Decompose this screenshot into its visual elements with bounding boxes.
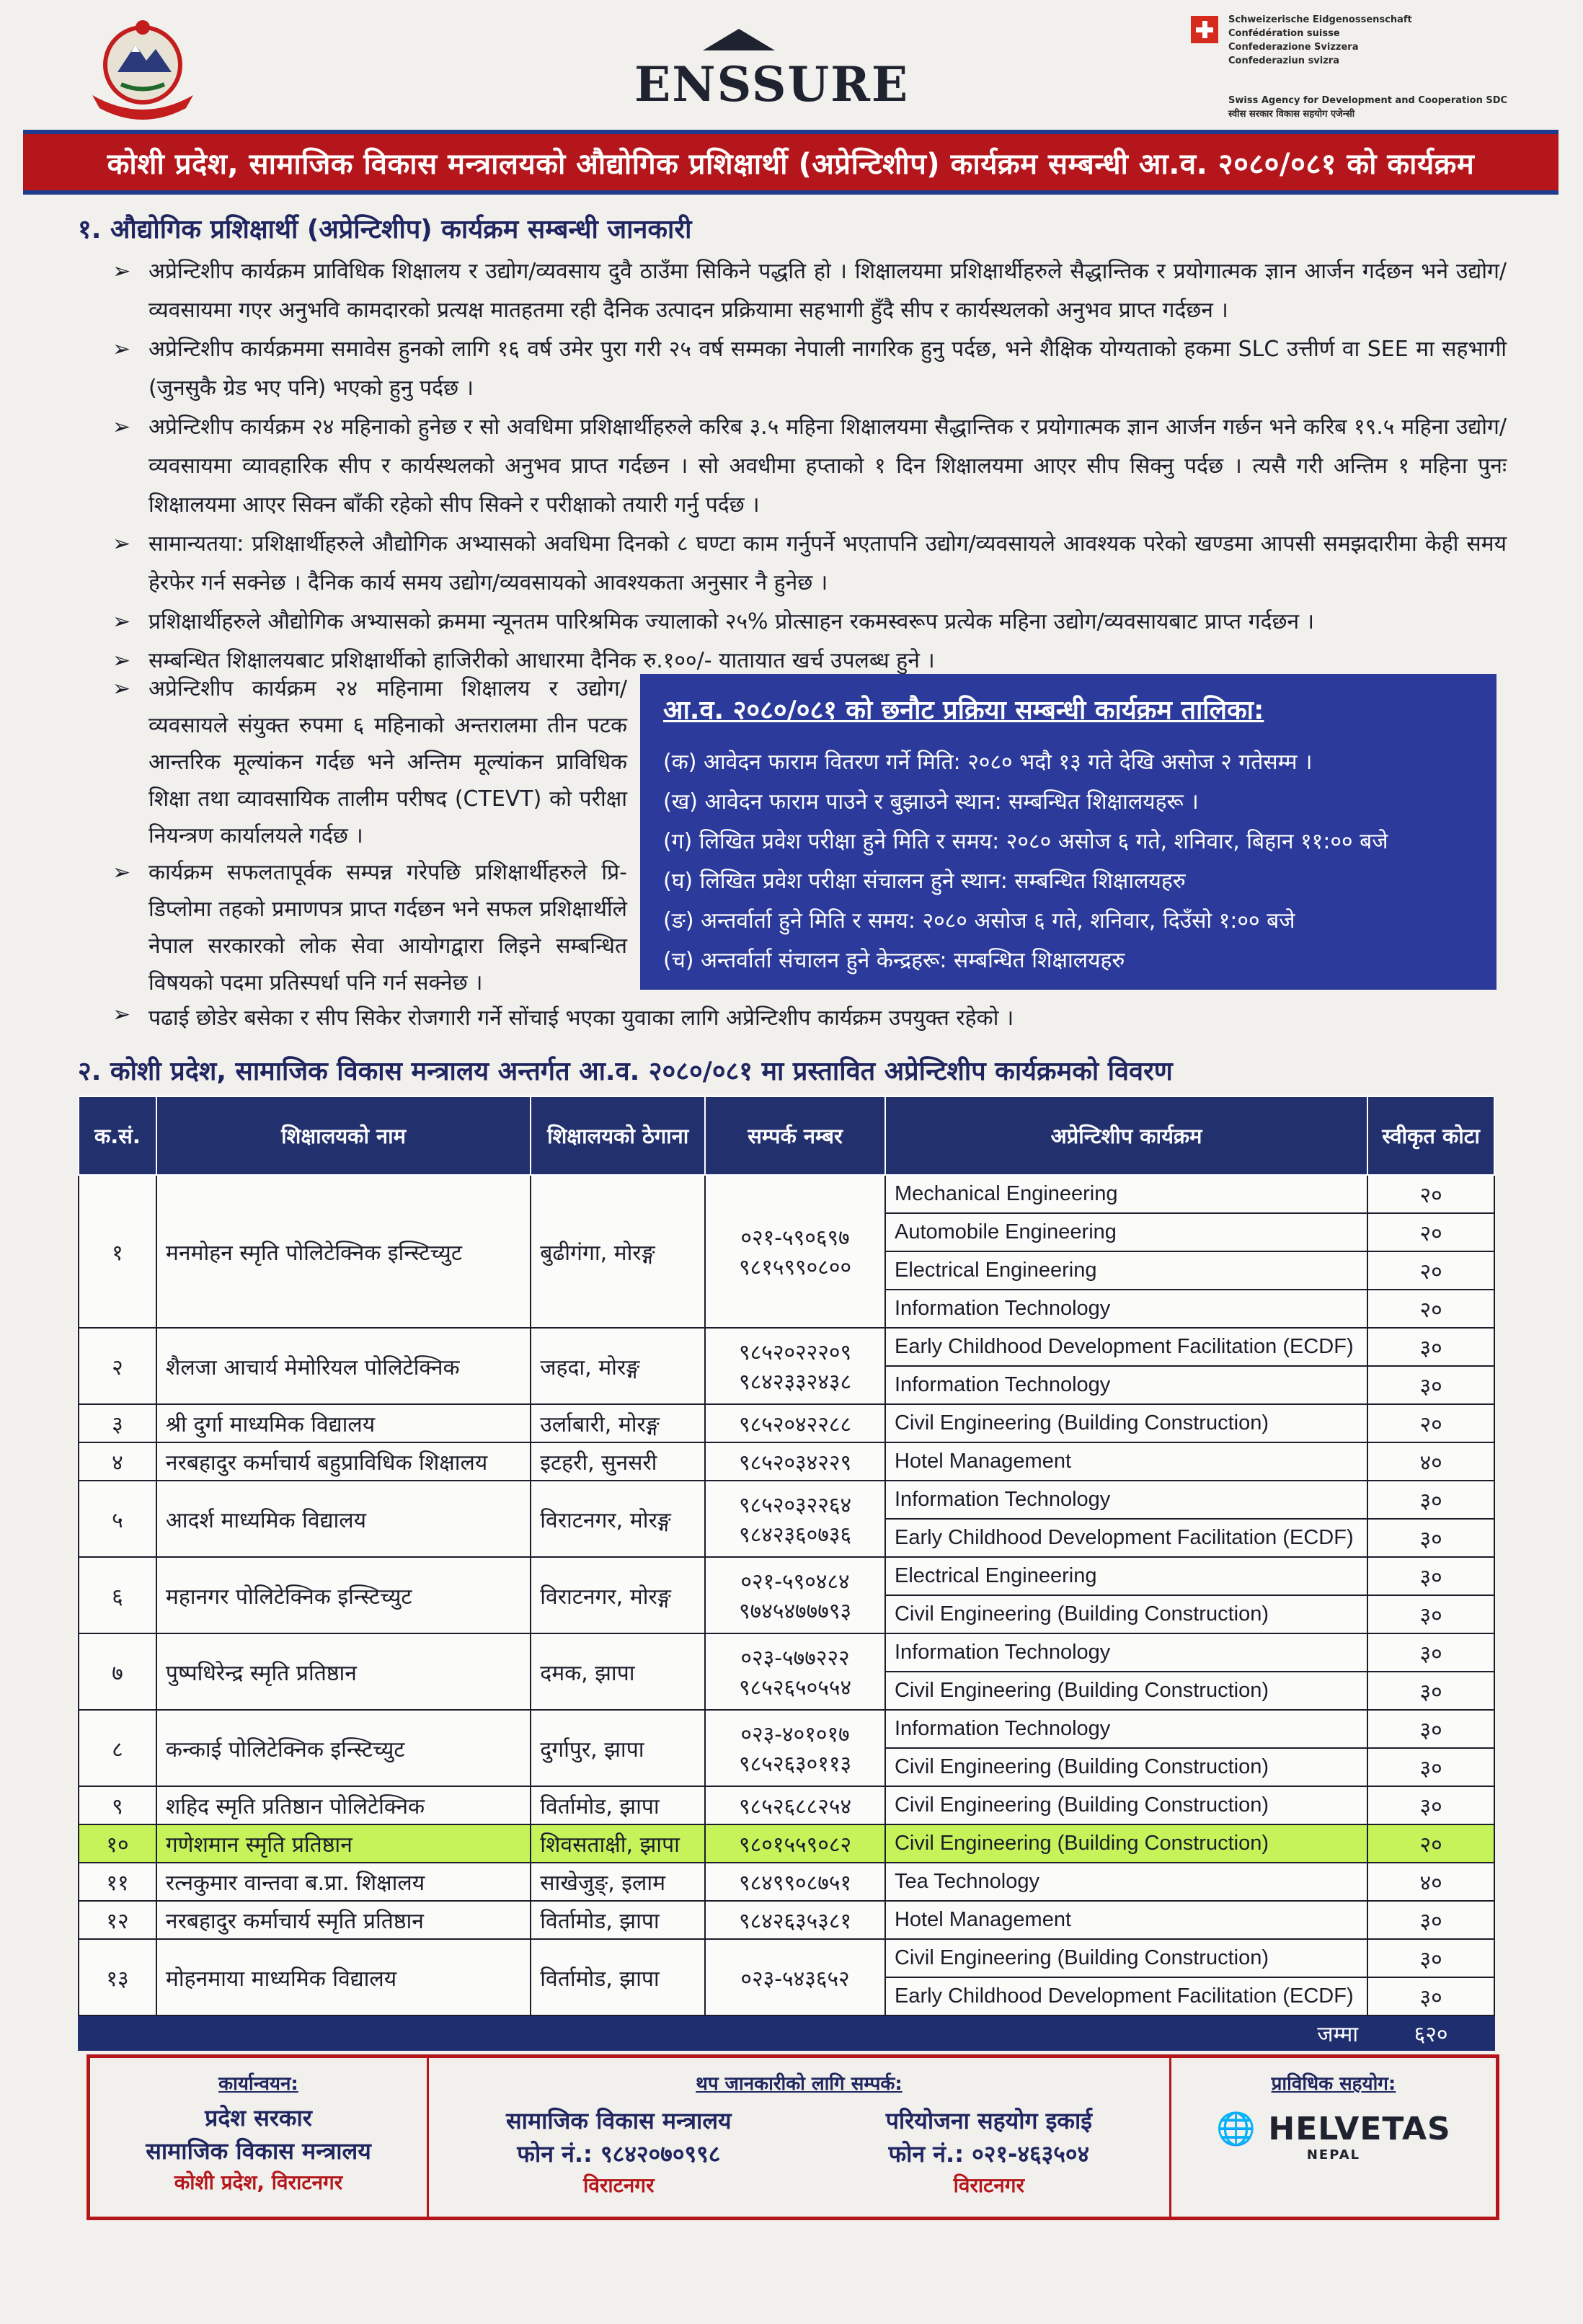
program-cell: Automobile Engineering [885,1213,1367,1251]
phone-cell [705,1633,885,1710]
table-row [79,1557,1494,1595]
program-cell: Tea Technology [885,1863,1367,1901]
quota-cell: २० [1367,1175,1494,1213]
contact-project-unit: परियोजना सहयोग इकाई फोन नं.: ०२१-४६३५०४ विराटनगर [885,2107,1092,2197]
total-label: जम्मा [79,2015,1367,2050]
address-cell: दुर्गापुर, झापा [531,1710,705,1786]
program-cell: Civil Engineering (Building Construction) [885,1672,1367,1710]
quota-cell: ३० [1367,1633,1494,1672]
table-row [79,1710,1494,1748]
quota-cell: ३० [1367,1939,1494,1977]
phone-cell [705,1442,885,1481]
phone-number: ९८५२०२२२०९ [739,1340,852,1365]
house-icon [703,29,775,50]
phone-number: ९८५२०३२२६४ [739,1493,852,1518]
list-item: ➢ कार्यक्रम सफलतापूर्वक सम्पन्न गरेपछि प्रशिक्षार्थीहरुले प्रि-डिप्लोमा तहको प्रमाणपत्र प्राप्त गर्दछन भने सफल प्रशिक्षार्थीले नेपाल सरकारको लोक सेवा आयोगद्वारा लिइने सम्बन्धित विषयको पदमा प्रतिस्पर्धा पनि गर्न सक्नेछ । [108,854,627,1001]
implementer-section [90,2058,429,2217]
table-row [79,1786,1494,1824]
program-cell: Civil Engineering (Building Construction) [885,1824,1367,1863]
nepal-emblem-icon [78,16,208,124]
address-cell: साखेजुङ्, इलाम [531,1863,705,1901]
column-header: शिक्षालयको नाम [156,1096,531,1175]
quota-cell: ३० [1367,1557,1494,1595]
phone-cell [705,1710,885,1786]
info-bullet-list [108,252,1507,680]
phone-cell [705,1557,885,1633]
address-cell: दमक, झापा [531,1633,705,1710]
column-header: स्वीकृत कोटा [1367,1096,1494,1175]
footer-box [87,2054,1499,2220]
arrow-bullet-icon: ➢ [112,337,131,362]
phone-cell [705,1175,885,1328]
contact-heading: थप जानकारीको लागि सम्पर्क: [696,2073,903,2095]
quota-cell: ३० [1367,1901,1494,1939]
program-cell: Civil Engineering (Building Construction) [885,1595,1367,1633]
address-cell: विराटनगर, मोरङ्ग [531,1557,705,1633]
column-header: सम्पर्क नम्बर [705,1096,885,1175]
phone-number: ०२१-५९०६९७ [740,1225,850,1251]
arrow-bullet-icon: ➢ [112,609,131,634]
serial-cell: ३ [79,1404,156,1442]
phone-number: ९८५२६८८२५४ [739,1794,852,1819]
address-cell: उर्लाबारी, मोरङ्ग [531,1404,705,1442]
table-row [79,1442,1494,1481]
column-header: क.सं. [79,1096,156,1175]
list-item: ➢ अप्रेन्टिशीप कार्यक्रम २४ महिनाको हुनेछ र सो अवधिमा प्रशिक्षार्थीहरुले करिब ३.५ महिना शिक्षालयमा सैद्धान्तिक र प्रयोगात्मक ज्ञान आर्जन गर्छन भने करिब १९.५ महिना उद्योग/व्यवसायमा व्यावहारिक सीप र कार्यस्थलको अनुभव प्राप्त गर्दछन । सो अवधीमा हप्ताको १ दिन शिक्षालयमा आएर सीप सिक्नु पर्दछ । त्यसै गरी अन्तिम १ महिना पुनः शिक्षालयमा आएर सिक्न बाँकी रहेको सीप सिक्ने र परीक्षाको तयारी गर्नु पर्दछ । [108,408,1507,525]
phone-number: ९८४२३३२४३८ [739,1370,852,1395]
quota-cell: २० [1367,1251,1494,1290]
phone-number: ९८५२६५०५५४ [739,1675,852,1700]
swiss-sdc-logo [1191,13,1530,128]
arrow-bullet-icon: ➢ [112,414,131,440]
column-header: अप्रेन्टिशीप कार्यक्रम [885,1096,1367,1175]
program-cell: Civil Engineering (Building Construction) [885,1748,1367,1786]
list-item: ➢ अप्रेन्टिशीप कार्यक्रम प्राविधिक शिक्षालय र उद्योग/व्यवसाय दुवै ठाउँमा सिकिने पद्धति हो । शिक्षालयमा प्रशिक्षार्थीहरुले सैद्धान्तिक र प्रयोगात्मक ज्ञान आर्जन गर्दछन भने उद्योग/व्यवसायमा गएर अनुभवि कामदारको प्रत्यक्ष मातहतमा रही दैनिक उत्पादन प्रक्रियामा सहभागी हुँदै सीप र कार्यस्थलको अनुभव प्राप्त गर्दछन । [108,252,1507,330]
quota-cell: ३० [1367,1786,1494,1824]
swiss-line: Confederaziun svizra [1228,56,1339,66]
phone-number: ०२३-४०१०१७ [740,1722,850,1747]
table-row [79,1175,1494,1213]
arrow-bullet-icon: ➢ [112,259,131,284]
institute-name-cell: नरबहादुर कर्माचार्य स्मृति प्रतिष्ठान [156,1901,531,1939]
serial-cell: ६ [79,1557,156,1633]
institute-name-cell: कन्काई पोलिटेक्निक इन्स्टिच्युट [156,1710,531,1786]
phone-number: ९८४२३६०७३६ [739,1522,852,1548]
serial-cell: २ [79,1328,156,1404]
program-cell: Hotel Management [885,1901,1367,1939]
quota-cell: २० [1367,1824,1494,1863]
institute-name-cell: पुष्पधिरेन्द्र स्मृति प्रतिष्ठान [156,1633,531,1710]
swiss-line: Confédération suisse [1228,28,1340,39]
table-row [79,1824,1494,1863]
program-cell: Information Technology [885,1366,1367,1404]
program-cell: Civil Engineering (Building Construction) [885,1404,1367,1442]
program-cell: Electrical Engineering [885,1557,1367,1595]
program-cell: Hotel Management [885,1442,1367,1481]
serial-cell: ८ [79,1710,156,1786]
schedule-row: (ग) लिखित प्रवेश परीक्षा हुने मिति र समय: २०८० असोज ६ गते, शनिवार, बिहान ११:०० बजे [663,829,1388,854]
contact-ministry: सामाजिक विकास मन्त्रालय फोन नं.: ९८४२०७०९९८ विराटनगर [506,2107,732,2197]
quota-cell: ४० [1367,1442,1494,1481]
enssure-logo-text: ENSSURE [634,56,910,112]
serial-cell: १ [79,1175,156,1328]
implementer-line: सामाजिक विकास मन्त्रालय [146,2137,371,2165]
technical-support-section [1171,2058,1496,2217]
contact-section [429,2058,1171,2217]
schedule-row: (च) अन्तर्वार्ता संचालन हुने केन्द्रहरू: सम्बन्धित शिक्षालयहरु [663,948,1125,973]
institute-name-cell: मोहनमाया माध्यमिक विद्यालय [156,1939,531,2015]
implementer-line: प्रदेश सरकार [205,2104,312,2132]
address-cell: इटहरी, सुनसरी [531,1442,705,1481]
swiss-line: Schweizerische Eidgenossenschaft [1228,14,1412,25]
phone-cell [705,1824,885,1863]
quota-cell: ३० [1367,1595,1494,1633]
quota-cell: २० [1367,1290,1494,1328]
quota-cell: २० [1367,1213,1494,1251]
arrow-bullet-icon: ➢ [112,648,131,673]
phone-number: ०२३-५७७२२२ [740,1646,850,1671]
list-item: ➢ सामान्यतया: प्रशिक्षार्थीहरुले औद्योगिक अभ्यासको अवधिमा दिनको ८ घण्टा काम गर्नुपर्ने भएतापनि उद्योग/व्यवसायले आवश्यक परेको खण्डमा आपसी समझदारीमा केही समय हेरफेर गर्न सक्नेछ । दैनिक कार्य समय उद्योग/व्यवसायको आवश्यकता अनुसार नै हुनेछ । [108,525,1507,603]
institute-name-cell: शहिद स्मृति प्रतिष्ठान पोलिटेक्निक [156,1786,531,1824]
arrow-bullet-icon: ➢ [112,531,131,556]
schedule-row: (ङ) अन्तर्वार्ता हुने मिति र समय: २०८० असोज ६ गते, शनिवार, दिउँसो १:०० बजे [663,908,1295,933]
quota-cell: ३० [1367,1748,1494,1786]
program-cell: Mechanical Engineering [885,1175,1367,1213]
table-row [79,1481,1494,1519]
serial-cell: १३ [79,1939,156,2015]
swiss-agency-np: स्वीस सरकार विकास सहयोग एजेन्सी [1228,109,1355,120]
program-cell: Early Childhood Development Facilitation (ECDF) [885,1977,1367,2015]
list-item: ➢ प्रशिक्षार्थीहरुले औद्योगिक अभ्यासको क्रममा न्यूनतम पारिश्रमिक ज्यालाको २५% प्रोत्साहन रकमस्वरूप प्रत्येक महिना उद्योग/व्यवसायबाट प्राप्त गर्दछन । [108,603,1507,642]
institute-name-cell: आदर्श माध्यमिक विद्यालय [156,1481,531,1557]
phone-number: ९८४२६३५३८१ [739,1909,852,1934]
arrow-bullet-icon: ➢ [112,1002,131,1027]
address-cell: विर्तामोड, झापा [531,1939,705,2015]
institute-name-cell: गणेशमान स्मृति प्रतिष्ठान [156,1824,531,1863]
institute-name-cell: रत्नकुमार वान्तवा ब.प्रा. शिक्षालय [156,1863,531,1901]
table-header-row [79,1096,1494,1175]
serial-cell: ९ [79,1786,156,1824]
program-cell: Information Technology [885,1481,1367,1519]
schedule-row: (घ) लिखित प्रवेश परीक्षा संचालन हुने स्थान: सम्बन्धित शिक्षालयहरु [663,869,1186,894]
institute-name-cell: श्री दुर्गा माध्यमिक विद्यालय [156,1404,531,1442]
technical-support-heading: प्राविधिक सहयोग: [1271,2073,1396,2095]
address-cell: विराटनगर, मोरङ्ग [531,1481,705,1557]
quota-cell: ३० [1367,1519,1494,1557]
program-cell: Electrical Engineering [885,1251,1367,1290]
phone-cell [705,1328,885,1404]
phone-number: ९८०१५५९०८२ [739,1832,852,1858]
table-row [79,1901,1494,1939]
institute-name-cell: महानगर पोलिटेक्निक इन्स्टिच्युट [156,1557,531,1633]
table-row [79,1404,1494,1442]
table-row [79,1863,1494,1901]
list-item: ➢ पढाई छोडेर बसेका र सीप सिकेर रोजगारी गर्ने सोंचाई भएका युवाका लागि अप्रेन्टिशीप कार्यक्रम उपयुक्त रहेको । [112,1002,1014,1031]
section1-heading: १. औद्योगिक प्रशिक्षार्थी (अप्रेन्टिशीप) कार्यक्रम सम्बन्धी जानकारी [78,215,692,244]
institute-name-cell: नरबहादुर कर्माचार्य बहुप्राविधिक शिक्षालय [156,1442,531,1481]
quota-cell: ४० [1367,1863,1494,1901]
phone-number: ९८४९९०८७५१ [739,1871,852,1896]
phone-number: ९८१५९९०८०० [739,1255,852,1280]
program-cell: Information Technology [885,1633,1367,1672]
phone-cell [705,1481,885,1557]
schedule-title: आ.व. २०८०/०८१ को छनौट प्रक्रिया सम्बन्धी कार्यक्रम तालिका: [663,696,1264,725]
phone-number: ९७४५४७७७९३ [739,1599,852,1624]
phone-cell [705,1939,885,2015]
program-cell: Early Childhood Development Facilitation (ECDF) [885,1328,1367,1366]
section2-heading: २. कोशी प्रदेश, सामाजिक विकास मन्त्रालय अन्तर्गत आ.व. २०८०/०८१ मा प्रस्तावित अप्रेन्टिशीप कार्यक्रमको विवरण [78,1057,1173,1086]
list-item: ➢ अप्रेन्टिशीप कार्यक्रममा समावेस हुनको लागि १६ वर्ष उमेर पुरा गरी २५ वर्ष सम्मका नेपाली नागरिक हुनु पर्दछ, भने शैक्षिक योग्यताको हकमा SLC उत्तीर्ण वा SEE मा सहभागी (जुनसुकै ग्रेड भए पनि) भएको हुनु पर्दछ । [108,330,1507,408]
serial-cell: १२ [79,1901,156,1939]
implementer-heading: कार्यान्वयन: [218,2073,298,2095]
helvetas-logo: 🌐 HELVETAS NEPAL [1216,2111,1451,2163]
address-cell: विर्तामोड, झापा [531,1786,705,1824]
program-cell: Civil Engineering (Building Construction) [885,1939,1367,1977]
arrow-bullet-icon: ➢ [112,676,131,701]
program-cell: Information Technology [885,1710,1367,1748]
globe-icon: 🌐 [1216,2111,1257,2147]
info-bullet-list-narrow [108,670,627,1001]
serial-cell: ११ [79,1863,156,1901]
quota-cell: ३० [1367,1481,1494,1519]
enssure-logo [634,29,910,115]
table-row [79,1328,1494,1366]
total-row [79,2015,1494,2050]
quota-cell: ३० [1367,1672,1494,1710]
quota-cell: ३० [1367,1328,1494,1366]
address-cell: विर्तामोड, झापा [531,1901,705,1939]
phone-number: ०२३-५४३६५२ [740,1966,850,1992]
program-cell: Information Technology [885,1290,1367,1328]
phone-cell [705,1786,885,1824]
swiss-flag-icon [1191,16,1218,43]
phone-number: ०२१-५९०४८४ [740,1569,850,1595]
phone-number: ९८५२६३०११३ [739,1752,852,1777]
serial-cell: ५ [79,1481,156,1557]
swiss-line: Confederazione Svizzera [1228,42,1359,53]
schedule-row: (क) आवेदन फाराम वितरण गर्ने मिति: २०८० भदौ १३ गते देखि असोज २ गतेसम्म । [663,750,1313,775]
phone-cell [705,1901,885,1939]
program-cell: Civil Engineering (Building Construction) [885,1786,1367,1824]
phone-number: ९८५२०४२२८८ [739,1412,852,1437]
address-cell: बुढीगंगा, मोरङ्ग [531,1175,705,1328]
selection-schedule-box [640,674,1496,990]
list-item: ➢ सम्बन्धित शिक्षालयबाट प्रशिक्षार्थीको हाजिरीको आधारमा दैनिक रु.१००/- यातायात खर्च उपलब्ध हुने । [108,642,1507,680]
apprenticeship-table [78,1096,1495,2051]
institute-name-cell: मनमोहन स्मृति पोलिटेक्निक इन्स्टिच्युट [156,1175,531,1328]
quota-cell: ३० [1367,1366,1494,1404]
serial-cell: ४ [79,1442,156,1481]
address-cell: शिवसताक्षी, झापा [531,1824,705,1863]
page-title: कोशी प्रदेश, सामाजिक विकास मन्त्रालयको औद्योगिक प्रशिक्षार्थी (अप्रेन्टिशीप) कार्यक्रम सम्बन्धी आ.व. २०८०/०८१ को कार्यक्रम [23,130,1558,195]
table-row [79,1633,1494,1672]
total-value: ६२० [1367,2015,1494,2050]
serial-cell: ७ [79,1633,156,1710]
address-cell: जहदा, मोरङ्ग [531,1328,705,1404]
column-header: शिक्षालयको ठेगाना [531,1096,705,1175]
quota-cell: ३० [1367,1977,1494,2015]
arrow-bullet-icon: ➢ [112,860,131,885]
implementer-line: कोशी प्रदेश, विराटनगर [174,2170,343,2194]
table-row [79,1939,1494,1977]
swiss-agency: Swiss Agency for Development and Cooperation SDC [1228,95,1508,106]
quota-cell: ३० [1367,1710,1494,1748]
list-item: ➢ अप्रेन्टिशीप कार्यक्रम २४ महिनामा शिक्षालय र उद्योग/व्यवसायले संयुक्त रुपमा ६ महिनाको अन्तरालमा तीन पटक आन्तरिक मूल्यांकन गर्दछ भने अन्तिम मूल्यांकन प्राविधिक शिक्षा तथा व्यावसायिक तालीम परीषद (CTEVT) को परीक्षा नियन्त्रण कार्यालयले गर्दछ । [108,670,627,854]
phone-cell [705,1404,885,1442]
schedule-row: (ख) आवेदन फाराम पाउने र बुझाउने स्थान: सम्बन्धित शिक्षालयहरू । [663,789,1199,815]
phone-number: ९८५२०३४२२९ [739,1450,852,1476]
quota-cell: २० [1367,1404,1494,1442]
institute-name-cell: शैलजा आचार्य मेमोरियल पोलिटेक्निक [156,1328,531,1404]
program-cell: Early Childhood Development Facilitation (ECDF) [885,1519,1367,1557]
serial-cell: १० [79,1824,156,1863]
phone-cell [705,1863,885,1901]
